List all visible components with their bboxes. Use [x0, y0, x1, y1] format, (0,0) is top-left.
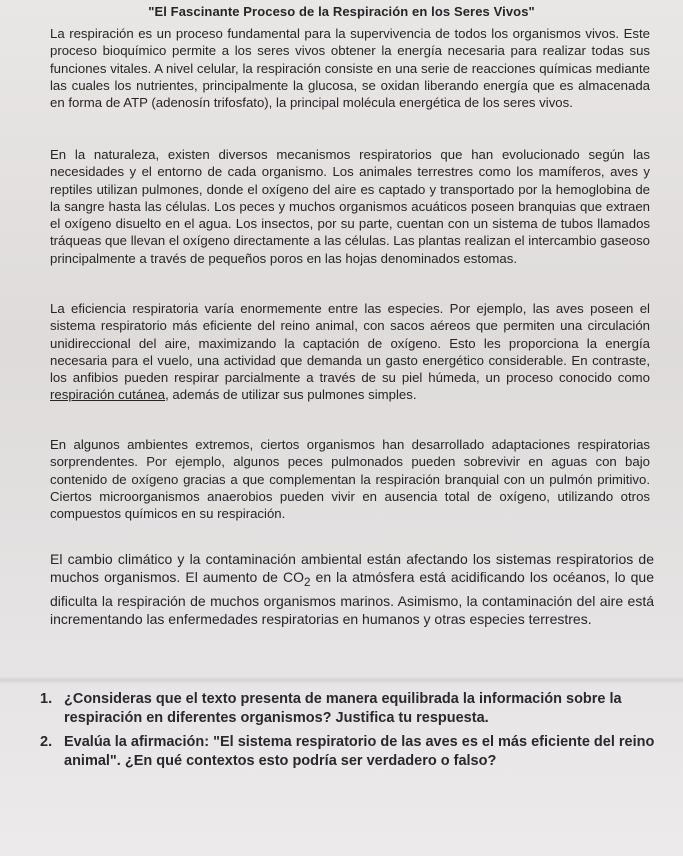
paragraph-efficiency-text-start: La eficiencia respiratoria varía enormemente entre las especies. Por ejemplo, las aves poseen el sistema respiratorio más eficiente del reino animal, con sacos aéreos que permiten una circulación unidireccional del aire, maximizando la captación de oxígeno. Esto les proporciona la energía necesaria para el vuelo, una actividad que demanda un gasto energético considerable. En contraste, los anfibios pueden respirar parcialmente a través de su piel húmeda, un proceso conocido como — [50, 301, 650, 386]
question-item — [40, 733, 670, 770]
document-title: "El Fascinante Proceso de la Respiración en los Seres Vivos" — [148, 4, 535, 19]
paragraph-efficiency-text-end: , además de utilizar sus pulmones simples. — [165, 387, 417, 403]
paragraph-climate-change — [50, 550, 654, 628]
paragraph-introduction: La respiración es un proceso fundamental para la supervivencia de todos los organismos vivos. Este proceso bioquímico permite a los seres vivos obtener la energía necesaria para realizar todas sus funciones vitales. A nivel celular, la respiración consiste en una serie de reacciones químicas mediante las cuales los nutrientes, principalmente la glucosa, se oxidan liberando energía que es almacenada en forma de ATP (adenosín trifosfato), la principal molécula energética de los seres vivos. — [50, 26, 650, 111]
question-number: 2. — [40, 734, 53, 750]
paper-fold-line — [0, 676, 683, 684]
question-number: 1. — [40, 691, 53, 707]
paragraph-climate-text-end: en la atmósfera está acidificando los océanos, lo que dificulta la respiración de muchos organismos marinos. Asimismo, la contaminación del aire está incrementando las enfermedades respiratorias en humanos y otras especies terrestres. — [50, 569, 654, 627]
co2-subscript: 2 — [304, 575, 311, 589]
paragraph-mechanisms: En la naturaleza, existen diversos mecanismos respiratorios que han evolucionado según las necesidades y el entorno de cada organismo. Los animales terrestres como los mamíferos, aves y reptiles utilizan pulmones, donde el oxígeno del aire es captado y transportado por la hemoglobina de la sangre hasta las células. Los peces y muchos organismos acuáticos poseen branquias que extraen el oxígeno disuelto en el agua. Los insectos, por su parte, cuentan con un sistema de tubos llamados tráqueas que llevan el oxígeno directamente a las células. Las plantas realizan el intercambio gaseoso principalmente a través de pequeños poros en las hojas denominados estomas. — [50, 147, 650, 266]
question-text: Evalúa la afirmación: "El sistema respiratorio de las aves es el más eficiente del reino animal". ¿En qué contextos esto podría ser verdadero o falso? — [64, 734, 655, 769]
question-text: ¿Consideras que el texto presenta de manera equilibrada la información sobre la respiración en diferentes organismos? Justifica tu respuesta. — [64, 691, 622, 726]
paragraph-extreme-environments: En algunos ambientes extremos, ciertos organismos han desarrollado adaptaciones respiratorias sorprendentes. Por ejemplo, algunos peces pulmonados pueden sobrevivir en aguas con bajo contenido de oxígeno gracias a que complementan la respiración branquial con un pulmón primitivo. Ciertos microorganismos anaerobios pueden vivir en ausencia total de oxígeno, utilizando otros compuestos químicos en su respiración. — [50, 437, 650, 522]
question-list — [40, 690, 670, 776]
underlined-term: respiración cutánea — [50, 387, 166, 403]
paragraph-efficiency — [50, 300, 650, 404]
question-item — [40, 690, 670, 727]
paragraph-climate-text-start: El cambio climático y la contaminación ambiental están afectando los sistemas respiratorios de muchos organismos. El aumento de CO — [50, 551, 654, 585]
